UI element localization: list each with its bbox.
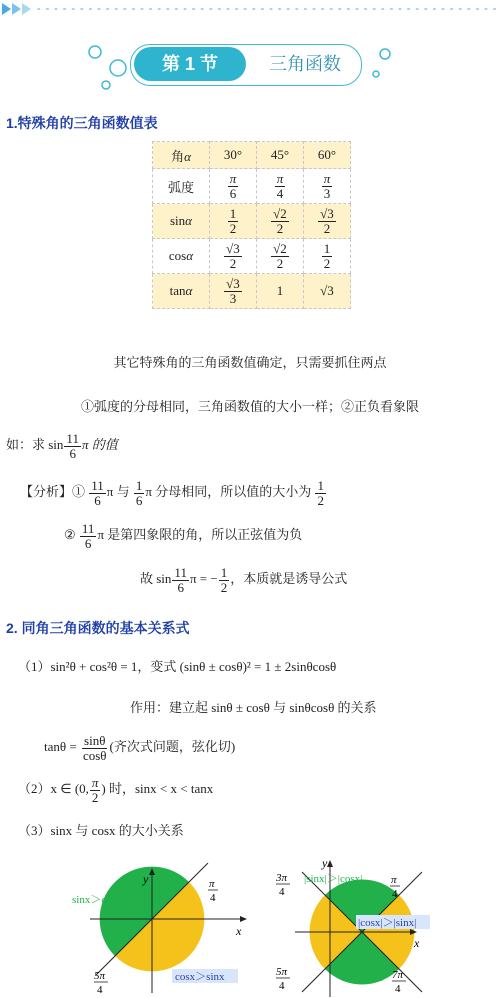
identity-line: （1）sin²θ + cos²θ = 1，变式 (sinθ ± cosθ)² = 1 ± 2sinθcosθ — [18, 659, 337, 674]
notes-intro: 其它特殊角的三角函数值确定，只需要抓住两点 — [113, 355, 387, 370]
angle-label-num: 7π — [392, 969, 404, 981]
x-axis-label: x — [414, 936, 420, 950]
angle-label-num: π — [209, 878, 215, 890]
section1-heading: 1.特殊角的三角函数值表 — [6, 115, 158, 131]
row-label: 弧度 — [153, 169, 210, 204]
top-decoration — [0, 0, 500, 20]
angle-label-den: 4 — [395, 983, 401, 995]
x-axis-label: x — [236, 924, 242, 938]
label-abs-sin-greater: |sinx|＞|cosx| — [304, 873, 363, 885]
section2-heading: 2. 同角三角函数的基本关系式 — [6, 620, 190, 636]
table-header-cell: 30° — [210, 142, 257, 169]
label-sin-greater: sinx＞cosx — [72, 894, 122, 906]
comparison-line: （3）sinx 与 cosx 的大小关系 — [18, 823, 184, 838]
table-cell: $\frac{√3}{2}$ — [304, 204, 351, 239]
row-label: tanα — [153, 274, 210, 309]
angle-label-den: 4 — [210, 892, 216, 904]
row-label: cosα — [153, 239, 210, 274]
angle-label-num: 5π — [94, 970, 106, 982]
notes-points: ①弧度的分母相同，三角函数值的大小一样；②正负看象限 — [80, 399, 419, 414]
table-cell: √3 — [304, 274, 351, 309]
angle-label-den: 4 — [97, 984, 103, 996]
table-cell: $\frac{1}{2}$ — [210, 204, 257, 239]
table-header-cell: 60° — [304, 142, 351, 169]
bubble-icon — [373, 71, 379, 77]
table-row — [153, 274, 351, 309]
y-axis-label: y — [143, 872, 149, 886]
angle-label-den: 4 — [279, 886, 285, 898]
angle-label-num: 3π — [276, 872, 288, 884]
table-cell: $\frac{\pi}{6}$ — [210, 169, 257, 204]
table-cell: $\frac{√3}{3}$ — [210, 274, 257, 309]
example-line: 如：求 sin $\frac{11}{6}$ π 的值 — [6, 431, 118, 461]
table-cell: $\frac{√2}{2}$ — [257, 204, 304, 239]
bubble-icon — [380, 49, 390, 59]
tan-identity-line: tanθ = $\frac{\sin\theta}{\cos\theta}$ (齐次式问题，弦化切) — [44, 733, 236, 763]
identity-use-line: 作用：建立起 sinθ ± cosθ 与 sinθcosθ 的关系 — [130, 700, 377, 715]
table-header-cell: 45° — [257, 142, 304, 169]
bubble-icon — [89, 46, 101, 58]
analysis-line-2: ② $\frac{11}{6}$ π 是第四象限的角，所以正弦值为负 — [64, 521, 303, 551]
arrow-icon — [12, 3, 21, 15]
bubble-icon — [102, 81, 110, 89]
bubble-icon — [110, 60, 126, 76]
angle-label-den: 4 — [279, 980, 285, 992]
table-cell: $\frac{\pi}{3}$ — [304, 169, 351, 204]
table-row — [153, 239, 351, 274]
table-header-cell: 角α — [153, 142, 210, 169]
row-label: sinα — [153, 204, 210, 239]
table-cell: 1 — [257, 274, 304, 309]
label-abs-cos-greater: |cosx|＞|sinx| — [358, 917, 417, 929]
y-axis-label: y — [322, 856, 328, 870]
arrow-icon — [2, 3, 11, 15]
special-angle-table — [152, 141, 351, 309]
x-axis-arrow-icon — [240, 916, 247, 922]
table-row — [153, 169, 351, 204]
analysis-line-1: 【分析】① $\frac{11}{6}$ π 与 $\frac{1}{6}$ π 分母相同，所以值的大小为 $\frac{1}{2}$ — [20, 478, 324, 508]
table-row — [153, 142, 351, 169]
section-number: 第 1 节 — [134, 47, 246, 81]
table-cell: $\frac{√3}{2}$ — [210, 239, 257, 274]
unit-circle-diagram-1 — [60, 855, 250, 998]
table-cell: $\frac{1}{2}$ — [304, 239, 351, 274]
table-cell: $\frac{√2}{2}$ — [257, 239, 304, 274]
arrow-icon — [22, 3, 31, 15]
label-cos-greater: cosx＞sinx — [175, 971, 225, 983]
inequality-line: （2）x ∈ (0, $\frac{\pi}{2}$ ) 时，sinx < x < tanx — [18, 775, 214, 805]
table-row — [153, 204, 351, 239]
unit-circle-diagram-2 — [270, 855, 470, 998]
table-cell: $\frac{\pi}{4}$ — [257, 169, 304, 204]
conclusion-line: 故 sin $\frac{11}{6}$ π = − $\frac{1}{2}$ ，本质就是诱导公式 — [140, 565, 348, 595]
section-title: 三角函数 — [269, 54, 341, 74]
angle-label-den: 4 — [392, 888, 398, 900]
angle-label-num: π — [391, 874, 397, 886]
angle-label-num: 5π — [276, 966, 288, 978]
y-axis-arrow-icon — [327, 860, 333, 867]
